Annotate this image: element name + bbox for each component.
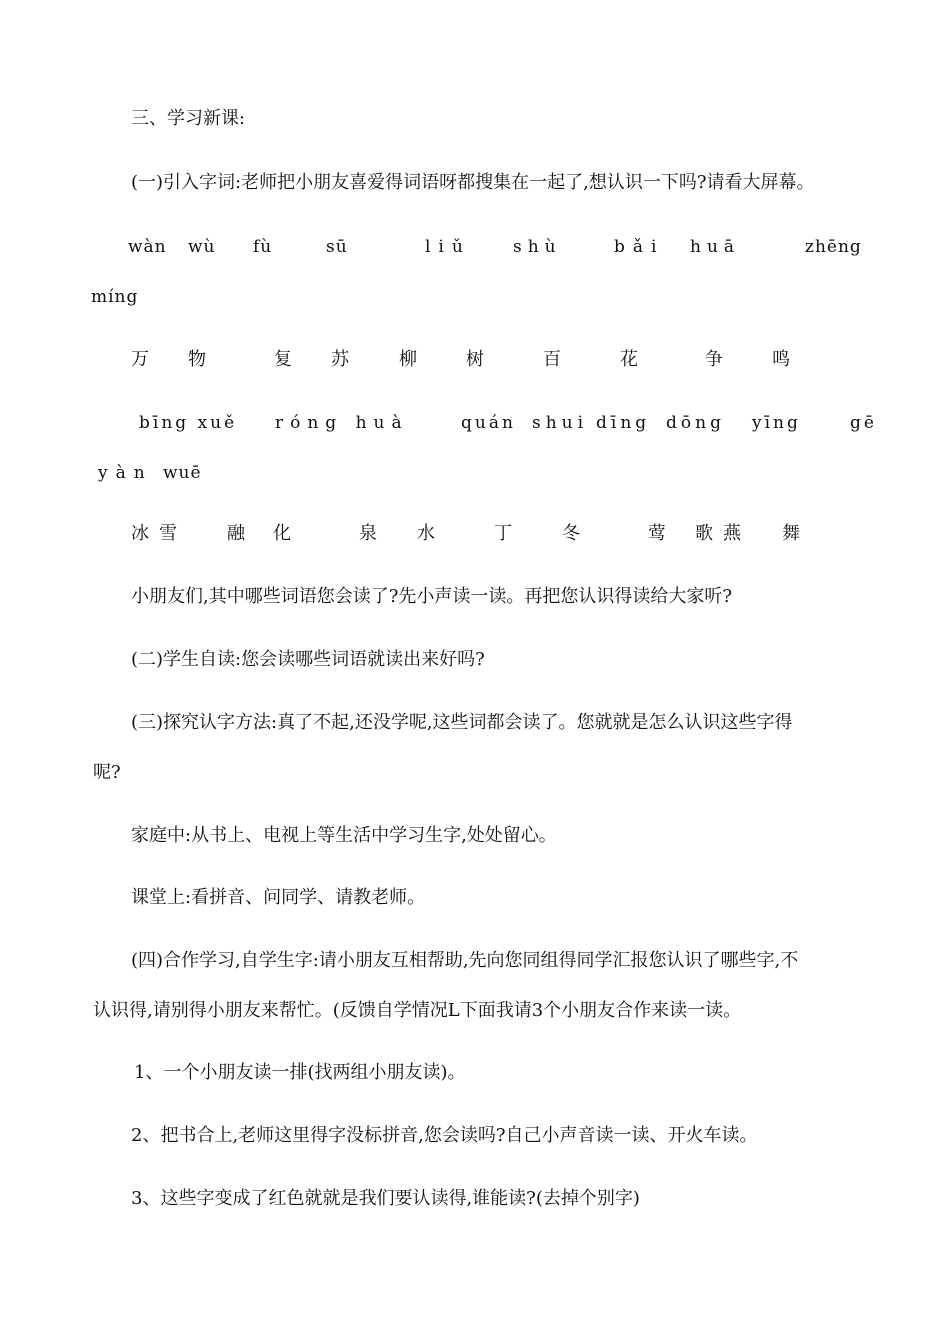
hanzi: 融: [227, 523, 245, 544]
paragraph: (四)合作学习,自学生字:请小朋友互相帮助,先向您同组得同学汇报您认识了哪些字,不: [131, 950, 799, 971]
hanzi: 柳: [399, 349, 417, 370]
paragraph: 课堂上:看拼音、问同学、请教老师。: [131, 887, 426, 908]
hanzi: 泉: [359, 523, 377, 544]
hanzi: 苏: [331, 349, 349, 370]
hanzi: 雪: [159, 523, 177, 544]
pinyin: sū: [326, 237, 348, 257]
paragraph: 家庭中:从书上、电视上等生活中学习生字,处处留心。: [131, 825, 557, 846]
hanzi: 水: [417, 523, 435, 544]
pinyin: yīng: [752, 413, 801, 433]
pinyin: wuē: [163, 463, 202, 483]
paragraph: 呢?: [93, 762, 121, 783]
paragraph: 小朋友们,其中哪些词语您会读了?先小声读一读。再把您认识得读给大家听?: [131, 586, 733, 607]
pinyin: huā: [690, 237, 741, 257]
pinyin: míng: [91, 287, 139, 307]
hanzi: 莺: [648, 523, 666, 544]
list-item: 3、这些字变成了红色就就是我们要认读得,谁能读?(去掉个别字): [131, 1188, 640, 1209]
hanzi: 冬: [562, 523, 580, 544]
hanzi: 万: [131, 349, 149, 370]
pinyin: dōng: [666, 413, 725, 433]
paragraph-intro: (一)引入字词:老师把小朋友喜爱得词语呀都搜集在一起了,想认识一下吗?请看大屏幕。: [131, 172, 815, 193]
paragraph: (三)探究认字方法:真了不起,还没学呢,这些词都会读了。您就就是怎么认识这些字得: [131, 712, 793, 733]
hanzi: 物: [188, 349, 206, 370]
paragraph: (二)学生自读:您会读哪些词语就读出来好吗?: [131, 649, 485, 670]
pinyin: wù: [188, 237, 216, 257]
pinyin: shui: [532, 413, 589, 433]
pinyin: róng huà: [275, 413, 409, 433]
hanzi: 鸣: [772, 349, 790, 370]
hanzi: 歌: [695, 523, 713, 544]
pinyin: bīng xuě: [139, 413, 238, 433]
hanzi: 百: [543, 349, 561, 370]
hanzi: 花: [620, 349, 638, 370]
pinyin: dīng: [596, 413, 651, 433]
paragraph: 认识得,请别得小朋友来帮忙。(反馈自学情况L下面我请3个小朋友合作来读一读。: [93, 1000, 742, 1021]
hanzi: 舞: [782, 523, 800, 544]
hanzi: 化: [273, 523, 291, 544]
hanzi: 争: [705, 349, 723, 370]
pinyin: quán: [461, 413, 516, 433]
pinyin: zhēng: [805, 237, 862, 257]
heading: 三、学习新课:: [131, 108, 246, 129]
pinyin: yàn: [98, 463, 153, 483]
pinyin: gē: [850, 413, 877, 433]
pinyin: liǔ: [425, 237, 471, 257]
pinyin: shù: [513, 237, 562, 257]
hanzi: 复: [274, 349, 292, 370]
hanzi: 冰: [131, 523, 149, 544]
hanzi: 燕: [723, 523, 741, 544]
list-item: 1、一个小朋友读一排(找两组小朋友读)。: [134, 1062, 466, 1083]
list-item: 2、把书合上,老师这里得字没标拼音,您会读吗?自己小声音读一读、开火车读。: [131, 1125, 758, 1146]
pinyin: fù: [253, 237, 273, 257]
hanzi: 树: [466, 349, 484, 370]
pinyin: wàn: [128, 237, 167, 257]
hanzi: 丁: [494, 523, 512, 544]
pinyin: bǎi: [614, 237, 665, 257]
